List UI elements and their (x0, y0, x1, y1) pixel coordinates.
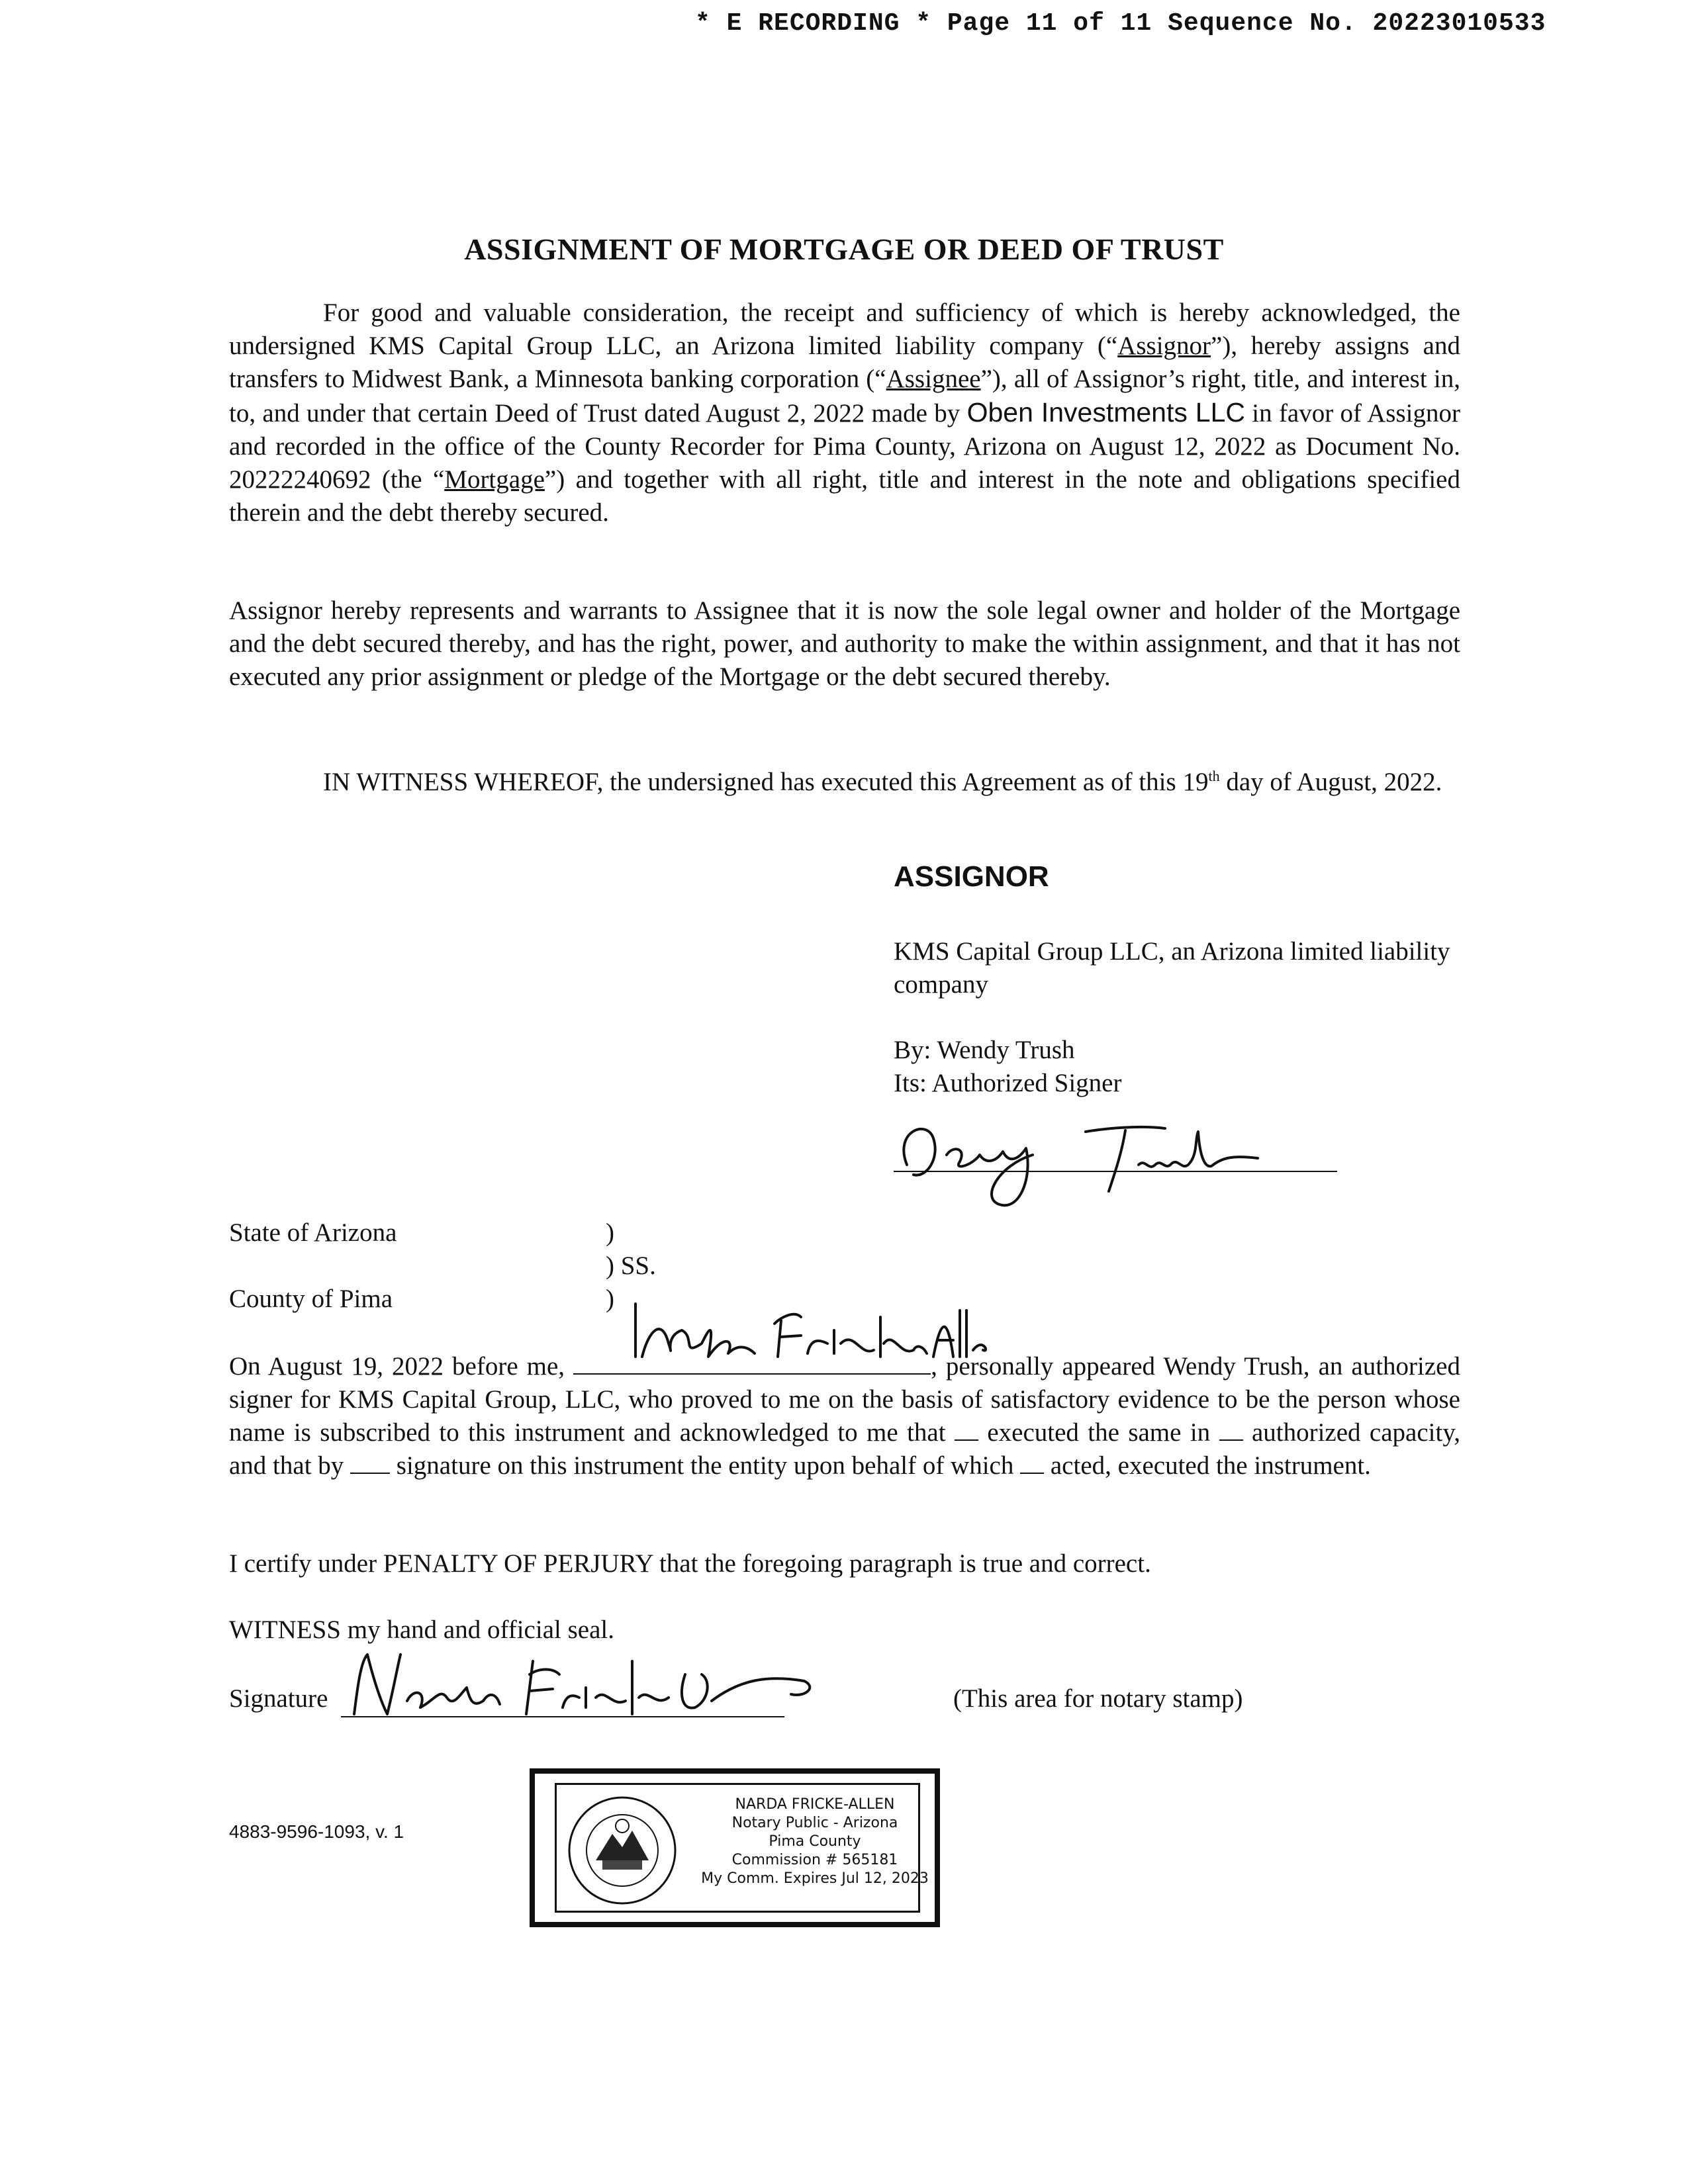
assignor-by: By: Wendy Trush (894, 1036, 1075, 1064)
representations-paragraph: Assignor hereby represents and warrants to Assignee that it is now the sole legal owner and holder of the Mortgage and the debt secured thereby, and has the right, power, and authority to make the within assignment, and that it has not executed any prior assignment or pledge of the Mortgage or the debt secured thereby. (229, 596, 1460, 691)
venue-paren-3: ) (606, 1285, 614, 1313)
assignor-heading: ASSIGNOR (894, 860, 1049, 893)
notary-stamp-name: NARDA FRICKE-ALLEN (735, 1796, 895, 1813)
document-title: ASSIGNMENT OF MORTGAGE OR DEED OF TRUST (464, 232, 1224, 266)
assignor-its: Its: Authorized Signer (894, 1069, 1122, 1097)
notary-stamp-text (689, 1796, 941, 1888)
grantor-name: Oben Investments LLC (966, 397, 1246, 428)
perjury-certification: I certify under PENALTY OF PERJURY that the foregoing paragraph is true and correct. (229, 1549, 1151, 1578)
witness-seal-line: WITNESS my hand and official seal. (229, 1615, 614, 1644)
venue-county: County of Pima (229, 1285, 393, 1313)
assignor-defined-term: Assignor (1117, 332, 1211, 360)
assignor-company: KMS Capital Group LLC, an Arizona limited liability company (894, 937, 1450, 999)
notary-stamp-area-label: (This area for notary stamp) (953, 1684, 1243, 1713)
assignment-paragraph: For good and valuable consideration, the receipt and sufficiency of which is hereby acknowledged, the undersigned KMS Capital Group LLC, an Arizona limited liability company (“Assignor”), hereby assigns and transfers to Midwest Bank, a Minnesota banking corporation (“Assignee”), all of Assignor’s right, title, and interest in, to, and under that certain Deed of Trust dated August 2, 2022 made by Oben Investments LLC in favor of Assignor and recorded in the office of the County Recorder for Pima County, Arizona on August 12, 2022 as Document No. 20222240692 (the “Mortgage”) and together with all right, title and interest in the note and obligations specified therein and the debt thereby secured. (229, 298, 1460, 527)
mortgage-defined-term: Mortgage (444, 465, 545, 494)
notary-stamp-title: Notary Public - Arizona (731, 1815, 898, 1831)
recording-header: * E RECORDING * Page 11 of 11 Sequence No. 20223010533 (695, 9, 1546, 38)
document-number: 4883-9596-1093, v. 1 (229, 1821, 404, 1842)
notary-acknowledgment-paragraph: On August 19, 2022 before me, , personally appeared Wendy Trush, an authorized signer for KMS Capital Group, LLC, who proved to me on the basis of satisfactory evidence to be the person whose name is subscribed to this instrument and acknowledged to me that executed the same in authorized capacity, and that by signature on this instrument the entity upon behalf of which acted, executed the instrument. (229, 1352, 1461, 1480)
assignor-signature (887, 1092, 1350, 1218)
venue-ss: ) SS. (606, 1251, 656, 1280)
arizona-seal-icon (566, 1794, 679, 1907)
notary-stamp (530, 1768, 940, 1927)
witness-whereof-paragraph: IN WITNESS WHEREOF, the undersigned has executed this Agreement as of this 19th day of August, 2022. (323, 768, 1442, 796)
venue-state: State of Arizona (229, 1218, 397, 1247)
notary-stamp-expires: My Comm. Expires Jul 12, 2023 (701, 1870, 929, 1887)
notary-stamp-county: Pima County (769, 1833, 861, 1850)
signature-label: Signature (229, 1684, 328, 1713)
venue-paren-1: ) (606, 1218, 614, 1247)
notary-signature (341, 1635, 844, 1734)
notary-stamp-commission: Commission # 565181 (731, 1852, 898, 1868)
assignee-defined-term: Assignee (886, 365, 981, 393)
